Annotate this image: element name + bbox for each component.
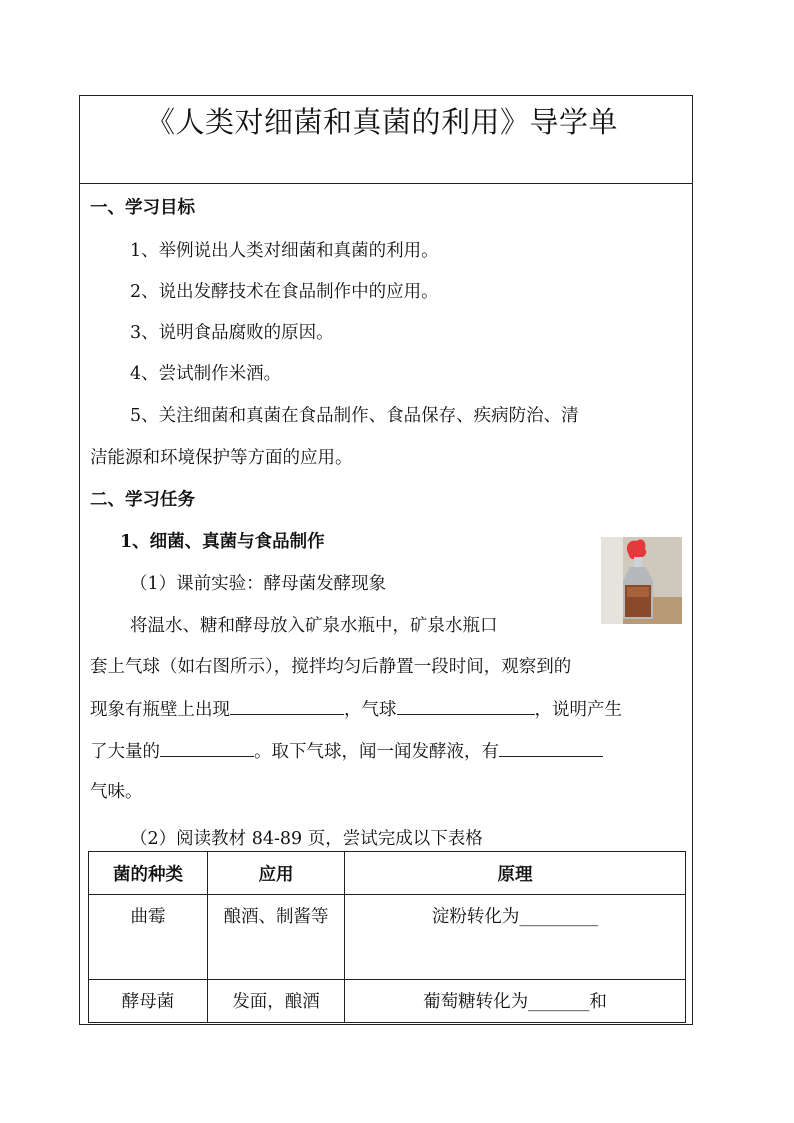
text-fragment: 现象有瓶壁上出现: [90, 700, 230, 720]
table-header-row: [89, 852, 686, 895]
fill-blank[interactable]: [397, 696, 535, 715]
table-cell: 酵母菌: [89, 980, 208, 1023]
table-cell: 葡萄糖转化为_______和: [345, 980, 686, 1023]
goal-item: 4、尝试制作米酒。: [130, 364, 282, 384]
table-header: 菌的种类: [89, 852, 208, 895]
goal-item-continued: 洁能源和环境保护等方面的应用。: [90, 448, 353, 468]
subsection-heading: 1、细菌、真菌与食品制作: [120, 532, 325, 552]
goal-item: 2、说出发酵技术在食品制作中的应用。: [130, 282, 439, 302]
experiment-text-with-blanks: [90, 696, 622, 722]
page-title: 《人类对细菌和真菌的利用》导学单: [146, 105, 619, 139]
table-row: [89, 980, 686, 1023]
experiment-title: （1）课前实验：酵母菌发酵现象: [130, 574, 387, 594]
text-fragment: 了大量的: [90, 742, 160, 762]
fill-blank[interactable]: [230, 696, 344, 715]
table-cell: 酿酒、制酱等: [208, 895, 345, 980]
text-fragment: 。取下气球，闻一闻发酵液，有: [254, 742, 499, 762]
table-header: 应用: [208, 852, 345, 895]
experiment-text-with-blanks: [90, 738, 603, 764]
title-row: [80, 96, 692, 184]
bacteria-fungi-table: [88, 851, 686, 1023]
bottle-with-balloon-icon: [601, 537, 682, 624]
text-fragment: ，说明产生: [534, 700, 622, 720]
worksheet-frame: [79, 95, 693, 1025]
bottle-with-balloon-photo: [601, 537, 682, 624]
table-cell: 曲霉: [89, 895, 208, 980]
experiment-text: 套上气球（如右图所示），搅拌均匀后静置一段时间，观察到的: [90, 657, 572, 677]
table-cell: 淀粉转化为_________: [345, 895, 686, 980]
text-fragment: ，气球: [344, 700, 397, 720]
reading-task: （2）阅读教材 84-89 页，尝试完成以下表格: [130, 829, 483, 849]
section2-heading: 二、学习任务: [90, 490, 195, 510]
experiment-text: 气味。: [90, 782, 143, 802]
fill-blank[interactable]: [499, 738, 603, 757]
goal-item: 5、关注细菌和真菌在食品制作、食品保存、疾病防治、清: [130, 406, 579, 426]
fill-blank[interactable]: [160, 738, 254, 757]
table-header: 原理: [345, 852, 686, 895]
goal-item: 1、举例说出人类对细菌和真菌的利用。: [130, 241, 439, 261]
table-cell: 发面，酿酒: [208, 980, 345, 1023]
table-row: [89, 895, 686, 980]
experiment-text: 将温水、糖和酵母放入矿泉水瓶中，矿泉水瓶口: [130, 616, 498, 636]
section1-heading: 一、学习目标: [90, 198, 195, 218]
goal-item: 3、说明食品腐败的原因。: [130, 323, 334, 343]
